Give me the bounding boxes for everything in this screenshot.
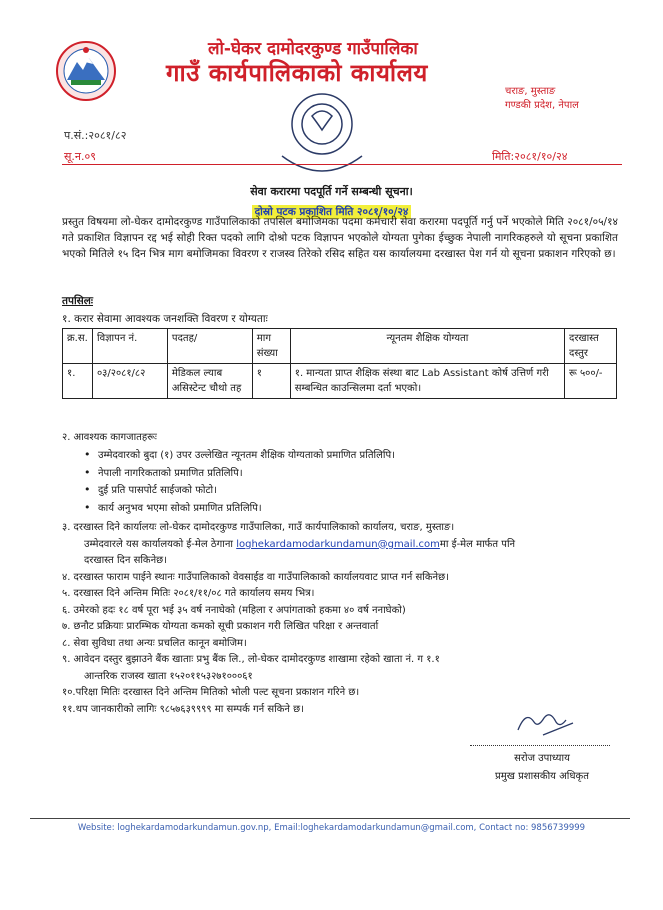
point-7: ७. छनौट प्रक्रियाः प्रारम्भिक योग्यता कमको सूची प्रकाशन गरी लिखित परिक्षा र अन्तवार्ता — [62, 621, 379, 632]
cell-sn: १. — [63, 364, 93, 399]
documents-heading: २. आवश्यक कागजातहरूः — [62, 432, 157, 443]
point-8: ८. सेवा सुविधा तथा अन्यः प्रचलित कानून बमोजिम। — [62, 637, 247, 649]
office-stamp — [262, 86, 380, 182]
documents-list — [84, 447, 395, 517]
taplisil-heading: तपसिलः — [62, 295, 94, 307]
header-divider — [62, 164, 622, 165]
nepal-emblem-logo — [55, 40, 117, 102]
signature-mark — [513, 705, 583, 740]
municipality-name: लो-घेकर दामोदरकुण्ड गाउँपालिका — [208, 39, 418, 59]
col-sn: क्र.स. — [63, 329, 93, 364]
point-4: ४. दरखास्त फाराम पाईने स्थानः गाउँपालिकाको वेवसाईड वा गाउँपालिकाको कार्यालयवाट प्राप्त गर्न सकिनेछ। — [62, 571, 449, 583]
col-qualification: न्यूनतम शैक्षिक योग्यता — [290, 329, 564, 364]
signatory-name: सरोज उपाध्याय — [514, 753, 570, 764]
point-3-end: दरखास्त दिन सकिनेछ। — [84, 555, 167, 566]
table-header-row — [63, 329, 617, 364]
col-post: पदतह/ — [167, 329, 252, 364]
office-address — [505, 85, 579, 113]
signature-line — [470, 745, 610, 746]
requirements-table — [62, 328, 617, 399]
point-10: १०.परिक्षा मितिः दरखास्त दिने अन्तिम मितिको भोली पल्ट सूचना प्रकाशन गरिने छ। — [62, 687, 360, 698]
footer-contact: Website: loghekardamodarkundamun.gov.np, Email:loghekardamodarkundamun@gmail.com, Contact no: 9856739999 — [77, 823, 586, 833]
cell-fee: रू ५००/- — [565, 364, 617, 399]
notice-title: सेवा करारमा पदपूर्ति गर्ने सम्बन्धी सूचना। — [250, 185, 413, 198]
col-count: माग संख्या — [252, 329, 290, 364]
signatory-post: प्रमुख प्रशासकीय अधिकृत — [495, 771, 589, 782]
point-11: ११.थप जानकारीको लागिः ९८५७६३९९९९ मा सम्पर्क गर्न सकिने छ। — [62, 703, 304, 715]
point-9-account: आन्तरिक राजस्व खाता १५२०११५३२७१०००६१ — [84, 670, 253, 682]
cell-count: १ — [252, 364, 290, 399]
cell-post: मेडिकल ल्याब असिस्टेन्ट चौथो तह — [167, 364, 252, 399]
table-row — [63, 364, 617, 399]
address-line-2: गण्डकी प्रदेश, नेपाल — [505, 100, 579, 111]
list-item: • नेपाली नागरिकताको प्रमाणित प्रतिलिपि। — [84, 465, 395, 483]
office-email-link[interactable]: loghekardamodarkundamun@gmail.com — [236, 538, 440, 550]
col-ad-no: विज्ञापन नं. — [92, 329, 167, 364]
list-item: • कार्य अनुभव भएमा सोको प्रमाणित प्रतिलिपि। — [84, 500, 395, 518]
notice-date: मिति:२०८१/१०/२४ — [492, 150, 568, 163]
section-1-heading: १. करार सेवामा आवश्यक जनशक्ति विवरण र योग्यताः — [62, 313, 268, 325]
point-5: ५. दरखास्त दिने अन्तिम मितिः २०८१/११/०८ गते कार्यालय समय भित्र। — [62, 588, 315, 599]
point-9: ९. आवेदन दस्तुर बुझाउने बैंक खाताः प्रभु बैंक लि., लो-घेकर दामोदरकुण्ड शाखामा रहेको खाता नं. ग १.१ — [62, 654, 440, 665]
col-fee: दरखास्त दस्तुर — [565, 329, 617, 364]
list-item: • उम्मेदवारको बुदा (१) उपर उल्लेखित न्यूनतम शैक्षिक योग्यताको प्रमाणित प्रतिलिपि। — [84, 447, 395, 465]
office-name: गाउँ कार्यपालिकाको कार्यालय — [166, 59, 428, 87]
cell-ad-no: ०३/२०८१/८२ — [92, 364, 167, 399]
point-6: ६. उमेरको हदः १८ वर्ष पूरा भई ३५ वर्ष ननाघेको (महिला र अपांगताको हकमा ४० वर्ष ननाघेको) — [62, 604, 406, 616]
list-item: • दुई प्रति पासपोर्ट साईजको फोटो। — [84, 482, 395, 500]
dispatch-number: सू.न.०९ — [64, 150, 96, 163]
republish-date-highlight: दोस्रो पटक प्रकाशित मिति २०८१/१०/२४ — [252, 205, 412, 219]
address-line-1: चराङ, मुस्ताङ — [505, 86, 556, 97]
cell-qualification: १. मान्यता प्राप्त शैक्षिक संस्था बाट Lab Assistant कोर्ष उत्तिर्ण गरी सम्बन्धित काउन्सिलमा दर्ता भएको। — [290, 364, 564, 399]
letter-reference-number: प.सं.:२०८१/८२ — [64, 129, 127, 142]
point-3-email-line — [62, 537, 622, 554]
point-3-office: ३. दरखास्त दिने कार्यालयः लो-घेकर दामोदरकुण्ड गाउँपालिका, गाउँ कार्यपालिकाको कार्यालय, चराङ, मुस्ताङ। — [62, 522, 455, 533]
notice-body: प्रस्तुत विषयमा लो-घेकर दामोदरकुण्ड गाउँपालिकाको तपसिल बमोजिमका पदमा कर्मचारी सेवा करारमा पदपूर्ति गर्नु पर्ने भएकोले मिति २०८१/०५/१४ गते प्रकाशित विज्ञापन रद्द भई सोही रिक्त पदको लागि दोश्रो पटक विज्ञापन भएकोले योग्यता पुगेका ईच्छुक नेपाली नागरिकहरुले यो सूचना प्रकाशित भएको मितिले १५ दिन भित्र माग बमोजिमका विवरण र राजस्व तिरेको रसिद सहित यस कार्यालयमा दरखास्त पेश गर्न यो सूचना प्रकाशन गरिएको छ। — [62, 216, 618, 260]
point-3-email-suffix: मा ई-मेल मार्फत पनि — [439, 538, 516, 550]
point-3-email-prefix: उम्मेदवारले यस कार्यालयको ई-मेल ठेगाना — [84, 538, 237, 550]
footer-divider — [30, 818, 630, 819]
notice-points — [62, 520, 622, 718]
